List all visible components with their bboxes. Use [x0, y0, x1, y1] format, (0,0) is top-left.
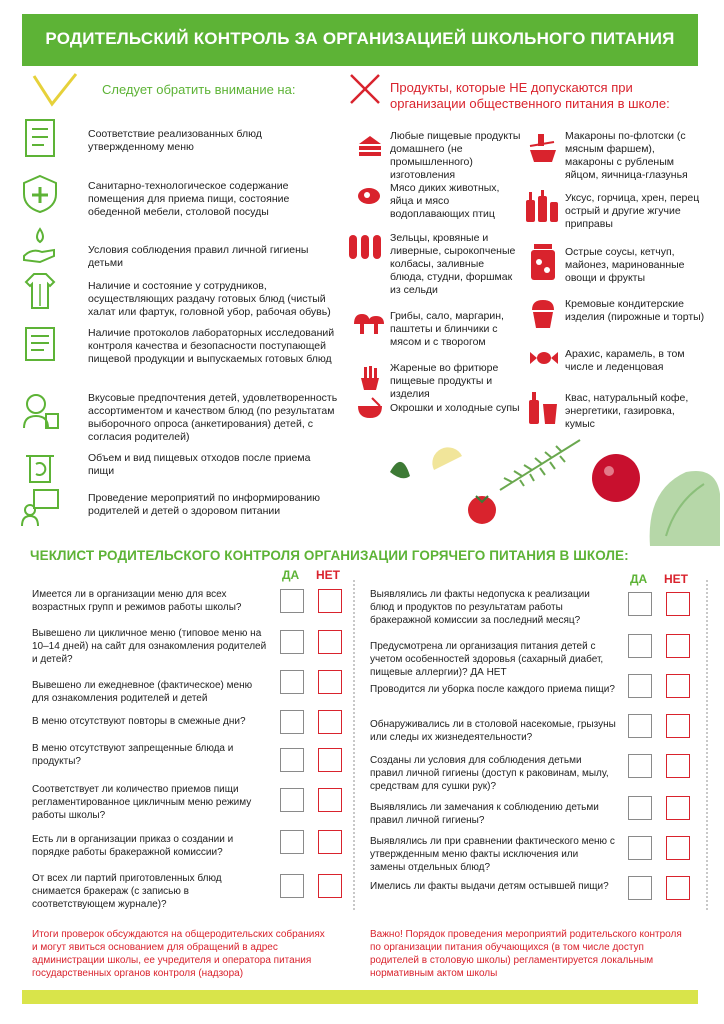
- sandwich-icon: [356, 132, 384, 160]
- drinks-icon: [526, 390, 560, 426]
- yes-checkbox[interactable]: [280, 748, 304, 772]
- banned-item-text: Кремовые кондитерские изделия (пирожные и торты): [565, 298, 705, 323]
- attention-item-text: Наличие и состояние у сотрудников, осуществляющих раздачу готовых блюд (чистый халат или фартук, головной убор, рабочая обувь): [88, 280, 331, 318]
- yes-checkbox[interactable]: [280, 630, 304, 654]
- no-checkbox[interactable]: [318, 874, 342, 898]
- banned-item-text: Окрошки и холодные супы: [390, 402, 520, 414]
- no-checkbox[interactable]: [666, 754, 690, 778]
- rosemary-icon: [500, 440, 580, 490]
- yes-column-label: ДА: [630, 572, 648, 586]
- bottom-bar: [22, 990, 698, 1004]
- herb-leaf-icon: [390, 462, 410, 478]
- attention-heading: Следует обратить внимание на:: [102, 82, 296, 97]
- no-checkbox[interactable]: [318, 670, 342, 694]
- checklist-question: Обнаруживались ли в столовой насекомые, грызуны или следы их жизнедеятельности?: [370, 719, 616, 743]
- yes-checkbox[interactable]: [280, 589, 304, 613]
- no-checkbox[interactable]: [318, 630, 342, 654]
- sausage-icon: [346, 232, 384, 262]
- checklist-question: Проводится ли уборка после каждого приема пищи?: [370, 684, 615, 695]
- yes-checkbox[interactable]: [280, 830, 304, 854]
- checklist-question: Соответствует ли количество приемов пищи регламентированное цикличным меню режиму работы школы?: [32, 784, 252, 821]
- banned-item-text: Арахис, карамель, в том числе и леденцовая: [565, 348, 685, 373]
- attention-item-text: Проведение мероприятий по информированию родителей и детей о здоровом питании: [88, 492, 320, 517]
- lemon-slice-icon: [432, 447, 462, 470]
- banned-heading: Продукты, которые НЕ допускаются при организации общественного питания в школе:: [390, 80, 670, 111]
- no-checkbox[interactable]: [318, 748, 342, 772]
- no-checkbox[interactable]: [666, 714, 690, 738]
- checkmark-icon: [30, 70, 80, 110]
- fries-icon: [356, 364, 384, 392]
- food-illustration: [380, 436, 720, 546]
- checklist-question: В меню отсутствуют повторы в смежные дни?: [32, 716, 246, 727]
- checklist-question: Есть ли в организации приказ о создании и порядке работы бракеражной комиссии?: [32, 834, 234, 858]
- checklist-question: Выявлялись ли при сравнении фактического меню с утвержденным меню факты исключения или замены отдельных блюд?: [370, 836, 615, 873]
- candy-icon: [528, 344, 560, 372]
- checklist-question: В меню отсутствуют запрещенные блюда и продукты?: [32, 743, 234, 767]
- lettuce-icon: [650, 471, 720, 546]
- attention-item-text: Условия соблюдения правил личной гигиены детьми: [88, 244, 309, 269]
- attention-item-text: Соответствие реализованных блюд утвержденному меню: [88, 128, 262, 153]
- checklist-question: Вывешено ли цикличное меню (типовое меню на 10–14 дней) на сайт для ознакомления родителей и детей?: [32, 628, 267, 665]
- no-checkbox[interactable]: [318, 710, 342, 734]
- banned-item-text: Зельцы, кровяные и ливерные, сырокопченые колбасы, заливные блюда, студни, форшмак из сельди: [390, 232, 516, 296]
- hand-washing-icon: [20, 226, 60, 266]
- no-checkbox[interactable]: [666, 634, 690, 658]
- divider: [706, 580, 708, 910]
- tomato-icon: [468, 496, 496, 524]
- title-banner: [22, 14, 698, 66]
- checklist-question: Предусмотрена ли организация питания детей с учетом особенностей здоровья (сахарный диабет, пищевые аллергии)? ДА НЕТ: [370, 641, 604, 678]
- yes-checkbox[interactable]: [628, 592, 652, 616]
- yes-checkbox[interactable]: [628, 754, 652, 778]
- attention-item-text: Наличие протоколов лабораторных исследований контроля качества и безопасности поступающей пищевой продукции и выпускаемых готовых блюд: [88, 327, 335, 365]
- attention-item-text: Вкусовые предпочтения детей, удовлетворенность ассортиментом и качеством блюд (по результатам выборочного опроса (анкетирования) детей, с согласия родителей): [88, 392, 338, 443]
- yes-checkbox[interactable]: [280, 670, 304, 694]
- checklist-question: Имеется ли в организации меню для всех возрастных групп и режимов работы школы?: [32, 589, 242, 613]
- footnote-results: Итоги проверок обсуждаются на общеродительских собраниях и могут явиться основанием для обращений в адрес администрации школы, ее учредителя и оператора питания государственных органов контроля (надзора): [32, 929, 325, 979]
- no-checkbox[interactable]: [318, 830, 342, 854]
- banned-item-text: Жареные во фритюре пищевые продукты и изделия: [390, 362, 499, 400]
- attention-item-text: Объем и вид пищевых отходов после приема пищи: [88, 452, 311, 477]
- no-checkbox[interactable]: [666, 796, 690, 820]
- checklist-heading: ЧЕКЛИСТ РОДИТЕЛЬСКОГО КОНТРОЛЯ ОРГАНИЗАЦИИ ГОРЯЧЕГО ПИТАНИЯ В ШКОЛЕ:: [30, 548, 629, 563]
- child-survey-icon: [20, 390, 60, 430]
- attention-item-text: Санитарно-технологическое содержание помещения для приема пищи, состояние обеденной мебели, столовой посуды: [88, 180, 290, 218]
- yes-column-label: ДА: [282, 568, 300, 582]
- yes-checkbox[interactable]: [280, 710, 304, 734]
- yes-checkbox[interactable]: [628, 796, 652, 820]
- no-column-label: НЕТ: [316, 568, 340, 582]
- checklist-question: Имелись ли факты выдачи детям остывшей пищи?: [370, 881, 609, 892]
- yes-checkbox[interactable]: [628, 674, 652, 698]
- no-checkbox[interactable]: [318, 589, 342, 613]
- no-checkbox[interactable]: [666, 592, 690, 616]
- checklist-question: От всех ли партий приготовленных блюд снимается бракераж (с записью в соответствующем журнале)?: [32, 873, 222, 910]
- no-checkbox[interactable]: [318, 788, 342, 812]
- no-column-label: НЕТ: [664, 572, 688, 586]
- banned-item-text: Грибы, сало, маргарин, паштеты и блинчики с мясом и с творогом: [390, 310, 504, 348]
- checklist-question: Выявлялись ли факты недопуска к реализации блюд и продуктов по результатам работы бракеражной комиссии за последний месяц?: [370, 589, 590, 626]
- checklist-question: Выявлялись ли замечания к соблюдению детьми правил личной гигиены?: [370, 802, 599, 826]
- yes-checkbox[interactable]: [280, 788, 304, 812]
- footnote-important: Важно! Порядок проведения мероприятий родительского контроля по организации питания обучающихся (в том числе доступ родителей в столовую школы) регламентируется локальным нормативным актом школы: [370, 929, 682, 979]
- banned-item-text: Мясо диких животных, яйца и мясо водоплавающих птиц: [390, 182, 500, 220]
- no-checkbox[interactable]: [666, 836, 690, 860]
- page-title: РОДИТЕЛЬСКИЙ КОНТРОЛЬ ЗА ОРГАНИЗАЦИЕЙ ШКОЛЬНОГО ПИТАНИЯ: [45, 29, 675, 48]
- yes-checkbox[interactable]: [628, 836, 652, 860]
- radish-icon: [592, 454, 640, 502]
- divider: [353, 580, 355, 910]
- mushroom-icon: [352, 310, 386, 338]
- no-checkbox[interactable]: [666, 876, 690, 900]
- meat-icon: [356, 182, 384, 210]
- cross-icon: [348, 72, 382, 106]
- pasta-icon: [526, 130, 560, 164]
- banned-item-text: Острые соусы, кетчуп, майонез, маринованные овощи и фрукты: [565, 246, 685, 284]
- menu-list-icon: [20, 118, 60, 158]
- banned-item-text: Уксус, горчица, хрен, перец острый и другие жгучие приправы: [565, 192, 700, 230]
- medical-shield-icon: [20, 174, 60, 214]
- checklist-question: Вывешено ли ежедневное (фактическое) меню для ознакомления родителей и детей: [32, 680, 253, 704]
- soup-bowl-icon: [356, 394, 384, 422]
- checklist-question: Созданы ли условия для соблюдения детьми правил личной гигиены (доступ к раковинам, мылу, средствам для сушки рук)?: [370, 755, 609, 792]
- banned-item-text: Макароны по-флотски (с мясным фаршем), макароны с рубленым яйцом, яичница-глазунья: [565, 130, 688, 181]
- cupcake-icon: [528, 296, 558, 330]
- banned-item-text: Квас, натуральный кофе, энергетики, газировка, кумыс: [565, 392, 689, 430]
- banned-item-text: Любые пищевые продукты домашнего (не промышленного) изготовления: [390, 130, 521, 181]
- yes-checkbox[interactable]: [628, 714, 652, 738]
- presentation-icon: [20, 488, 60, 528]
- waste-bin-icon: [20, 446, 60, 486]
- yes-checkbox[interactable]: [628, 634, 652, 658]
- yes-checkbox[interactable]: [628, 876, 652, 900]
- staff-uniform-icon: [20, 270, 60, 310]
- yes-checkbox[interactable]: [280, 874, 304, 898]
- lab-report-icon: [20, 324, 60, 364]
- condiment-bottles-icon: [524, 188, 560, 224]
- pickle-jar-icon: [528, 242, 558, 282]
- no-checkbox[interactable]: [666, 674, 690, 698]
